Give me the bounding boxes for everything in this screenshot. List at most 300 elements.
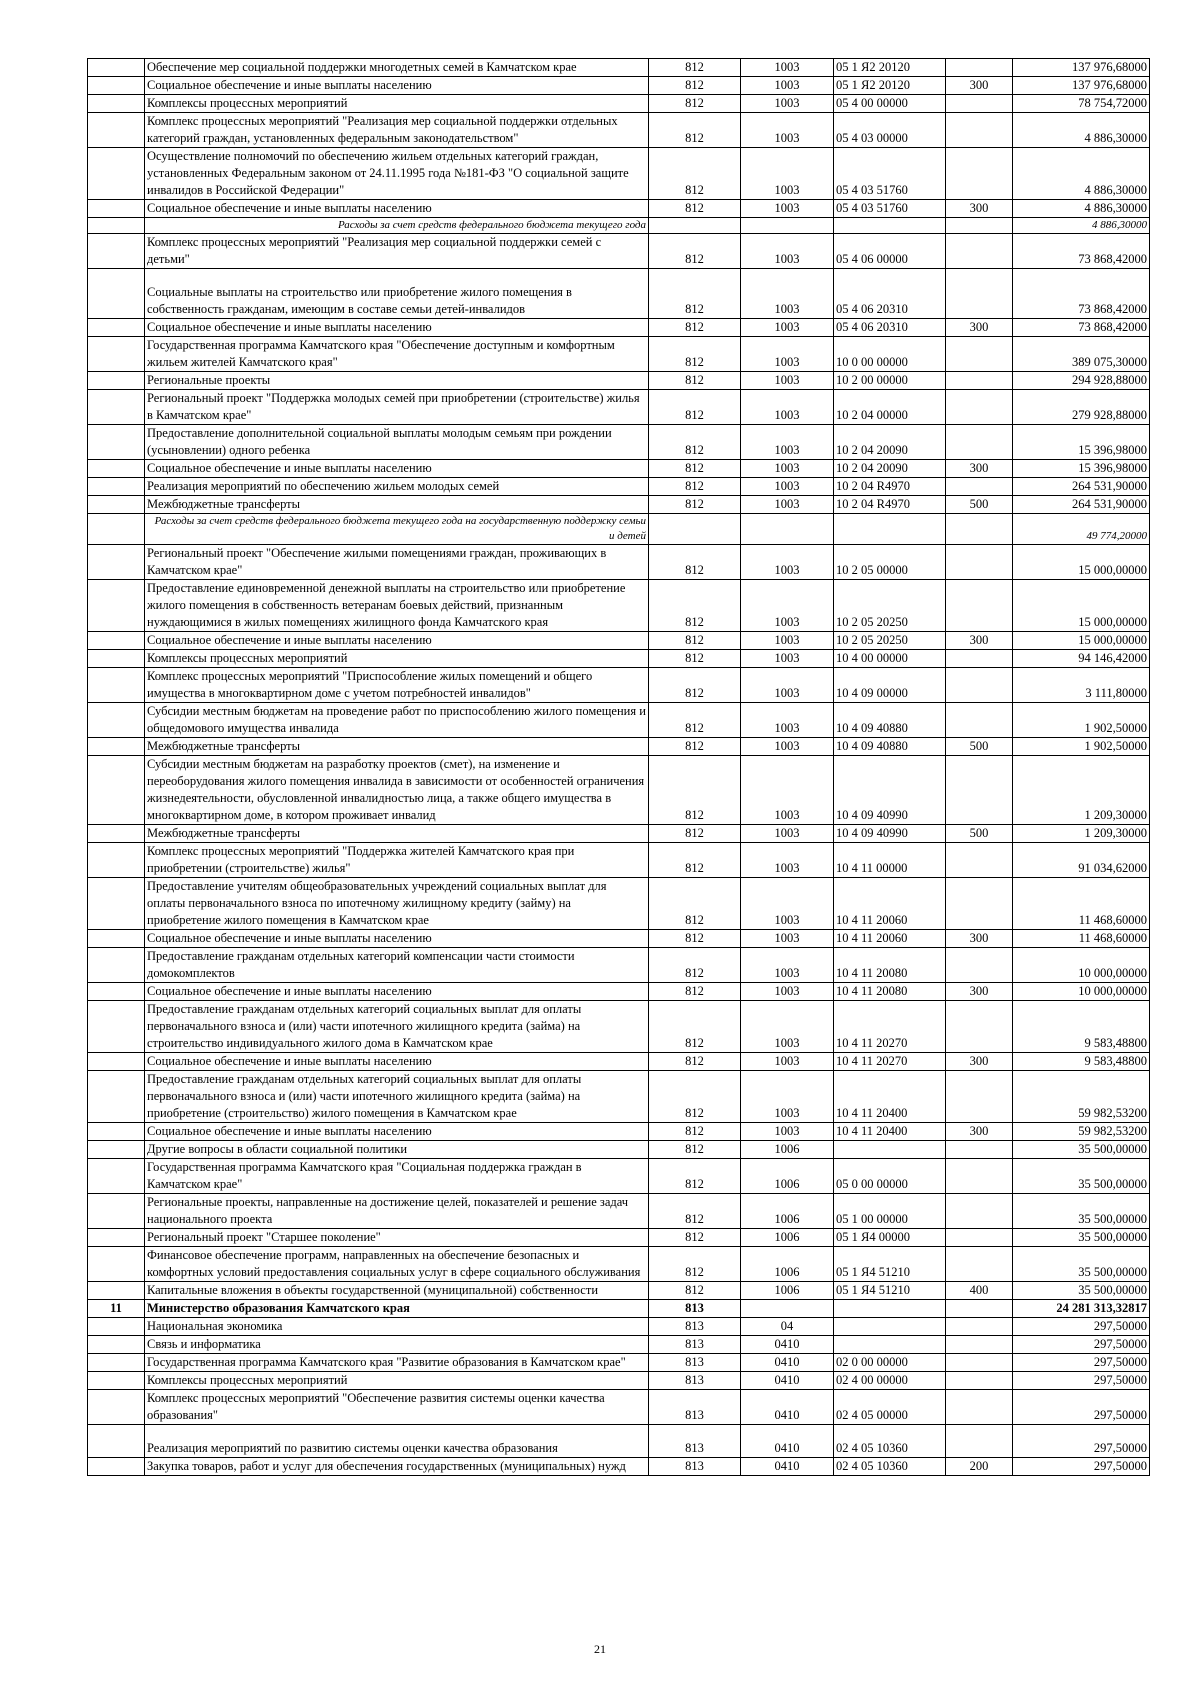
target-article-cell: 10 4 09 40880 — [834, 738, 946, 756]
amount-cell: 389 075,30000 — [1013, 337, 1150, 372]
expense-type-cell — [946, 478, 1013, 496]
amount-cell: 35 500,00000 — [1013, 1282, 1150, 1300]
page-number: 21 — [594, 1642, 606, 1656]
target-article-cell — [834, 1300, 946, 1318]
table-row — [88, 1194, 1150, 1229]
item-name-cell: Расходы за счет средств федерального бюджета текущего года на государственную поддержку семьи и детей — [145, 514, 649, 545]
table-row — [88, 1141, 1150, 1159]
expense-type-cell — [946, 1318, 1013, 1336]
amount-cell: 4 886,30000 — [1013, 218, 1150, 234]
ministry-code-cell: 812 — [649, 1141, 741, 1159]
table-row — [88, 319, 1150, 337]
amount-cell: 24 281 313,32817 — [1013, 1300, 1150, 1318]
target-article-cell: 05 1 Я4 51210 — [834, 1282, 946, 1300]
item-name-cell: Социальное обеспечение и иные выплаты населению — [145, 77, 649, 95]
table-row — [88, 1282, 1150, 1300]
section-code-cell: 0410 — [741, 1372, 834, 1390]
ministry-code-cell: 812 — [649, 77, 741, 95]
target-article-cell: 10 4 11 20080 — [834, 983, 946, 1001]
amount-cell: 3 111,80000 — [1013, 668, 1150, 703]
section-code-cell: 1003 — [741, 1001, 834, 1053]
target-article-cell: 05 1 Я2 20120 — [834, 77, 946, 95]
target-article-cell: 05 1 Я4 51210 — [834, 1247, 946, 1282]
section-code-cell: 1003 — [741, 95, 834, 113]
ministry-code-cell: 812 — [649, 756, 741, 825]
section-code-cell: 1003 — [741, 496, 834, 514]
item-name-cell: Комплексы процессных мероприятий — [145, 650, 649, 668]
ministry-code-cell: 812 — [649, 738, 741, 756]
ministry-code-cell: 812 — [649, 496, 741, 514]
section-code-cell: 1003 — [741, 1123, 834, 1141]
item-name-cell: Социальное обеспечение и иные выплаты населению — [145, 930, 649, 948]
row-number-cell — [88, 1425, 145, 1458]
item-name-cell: Связь и информатика — [145, 1336, 649, 1354]
target-article-cell: 10 0 00 00000 — [834, 337, 946, 372]
ministry-code-cell: 812 — [649, 200, 741, 218]
table-row — [88, 425, 1150, 460]
row-number-cell — [88, 948, 145, 983]
target-article-cell: 10 4 09 40880 — [834, 703, 946, 738]
expense-type-cell — [946, 703, 1013, 738]
expense-type-cell: 200 — [946, 1458, 1013, 1476]
row-number-cell — [88, 668, 145, 703]
table-row — [88, 148, 1150, 200]
item-name-cell: Капитальные вложения в объекты государственной (муниципальной) собственности — [145, 1282, 649, 1300]
item-name-cell: Субсидии местным бюджетам на проведение работ по приспособлению жилого помещения и общедомового имущества инвалида — [145, 703, 649, 738]
row-number-cell — [88, 1458, 145, 1476]
item-name-cell: Межбюджетные трансферты — [145, 825, 649, 843]
item-name-cell: Расходы за счет средств федерального бюджета текущего года — [145, 218, 649, 234]
expense-type-cell — [946, 269, 1013, 319]
section-code-cell: 1003 — [741, 148, 834, 200]
amount-cell: 4 886,30000 — [1013, 113, 1150, 148]
expense-type-cell — [946, 372, 1013, 390]
section-code-cell: 04 — [741, 1318, 834, 1336]
table-row — [88, 77, 1150, 95]
item-name-cell: Комплексы процессных мероприятий — [145, 1372, 649, 1390]
ministry-code-cell — [649, 218, 741, 234]
ministry-code-cell: 813 — [649, 1425, 741, 1458]
table-row — [88, 825, 1150, 843]
row-number-cell — [88, 496, 145, 514]
table-row — [88, 372, 1150, 390]
table-row — [88, 1247, 1150, 1282]
section-code-cell: 1003 — [741, 337, 834, 372]
section-code-cell: 1003 — [741, 269, 834, 319]
section-code-cell: 1006 — [741, 1229, 834, 1247]
section-code-cell — [741, 514, 834, 545]
table-row — [88, 460, 1150, 478]
table-row — [88, 1318, 1150, 1336]
table-row — [88, 218, 1150, 234]
item-name-cell: Региональный проект "Поддержка молодых семей при приобретении (строительстве) жилья в Камчатском крае" — [145, 390, 649, 425]
row-number-cell — [88, 1354, 145, 1372]
ministry-code-cell: 812 — [649, 1123, 741, 1141]
ministry-code-cell: 812 — [649, 390, 741, 425]
row-number-cell — [88, 703, 145, 738]
section-code-cell: 1003 — [741, 1053, 834, 1071]
section-code-cell: 0410 — [741, 1390, 834, 1425]
amount-cell: 137 976,68000 — [1013, 77, 1150, 95]
item-name-cell: Комплексы процессных мероприятий — [145, 95, 649, 113]
section-code-cell: 1003 — [741, 930, 834, 948]
expense-type-cell — [946, 878, 1013, 930]
ministry-code-cell: 812 — [649, 59, 741, 77]
row-number-cell — [88, 1229, 145, 1247]
ministry-code-cell: 812 — [649, 113, 741, 148]
target-article-cell: 10 2 04 00000 — [834, 390, 946, 425]
section-code-cell: 1003 — [741, 1071, 834, 1123]
target-article-cell: 02 4 05 00000 — [834, 1390, 946, 1425]
expense-type-cell — [946, 337, 1013, 372]
item-name-cell: Межбюджетные трансферты — [145, 738, 649, 756]
amount-cell: 1 902,50000 — [1013, 738, 1150, 756]
item-name-cell: Социальное обеспечение и иные выплаты населению — [145, 1053, 649, 1071]
target-article-cell: 05 0 00 00000 — [834, 1159, 946, 1194]
expense-type-cell — [946, 148, 1013, 200]
target-article-cell: 02 4 05 10360 — [834, 1425, 946, 1458]
section-code-cell: 1003 — [741, 825, 834, 843]
ministry-code-cell: 812 — [649, 269, 741, 319]
section-code-cell — [741, 1300, 834, 1318]
section-code-cell: 1003 — [741, 632, 834, 650]
section-code-cell: 1003 — [741, 738, 834, 756]
expense-type-cell — [946, 1354, 1013, 1372]
section-code-cell: 1003 — [741, 756, 834, 825]
row-number-cell — [88, 650, 145, 668]
section-code-cell: 1003 — [741, 113, 834, 148]
item-name-cell: Субсидии местным бюджетам на разработку проектов (смет), на изменение и переоборудования жилого помещения инвалида в зависимости от особенностей ограничения жизнедеятельности, обусловленной инвалидностью лица, а также общего имущества в многоквартирном доме, в котором проживает инвалид — [145, 756, 649, 825]
target-article-cell: 05 1 00 00000 — [834, 1194, 946, 1229]
target-article-cell: 05 4 03 51760 — [834, 200, 946, 218]
amount-cell: 1 902,50000 — [1013, 703, 1150, 738]
amount-cell: 9 583,48800 — [1013, 1053, 1150, 1071]
ministry-code-cell: 812 — [649, 632, 741, 650]
ministry-code-cell: 812 — [649, 478, 741, 496]
target-article-cell — [834, 1336, 946, 1354]
item-name-cell: Реализация мероприятий по обеспечению жильем молодых семей — [145, 478, 649, 496]
expense-type-cell: 300 — [946, 1053, 1013, 1071]
expense-type-cell — [946, 514, 1013, 545]
ministry-code-cell: 812 — [649, 148, 741, 200]
item-name-cell: Предоставление гражданам отдельных категорий социальных выплат для оплаты первоначального взноса и (или) части ипотечного жилищного кредита (займа) на приобретение (строительство) жилого помещения в Камчатском крае — [145, 1071, 649, 1123]
expense-type-cell — [946, 1071, 1013, 1123]
row-number-cell — [88, 1336, 145, 1354]
target-article-cell: 10 4 09 40990 — [834, 825, 946, 843]
section-code-cell: 1003 — [741, 425, 834, 460]
expense-type-cell — [946, 425, 1013, 460]
row-number-cell — [88, 1390, 145, 1425]
row-number-cell — [88, 1071, 145, 1123]
amount-cell: 73 868,42000 — [1013, 269, 1150, 319]
ministry-code-cell: 812 — [649, 337, 741, 372]
table-row — [88, 703, 1150, 738]
row-number-cell — [88, 95, 145, 113]
section-code-cell: 0410 — [741, 1354, 834, 1372]
row-number-cell — [88, 1194, 145, 1229]
item-name-cell: Комплекс процессных мероприятий "Реализация мер социальной поддержки отдельных категорий граждан, установленных федеральным законодательством" — [145, 113, 649, 148]
expense-type-cell — [946, 580, 1013, 632]
ministry-code-cell: 812 — [649, 95, 741, 113]
item-name-cell: Комплекс процессных мероприятий "Приспособление жилых помещений и общего имущества в многоквартирном доме с учетом потребностей инвалидов" — [145, 668, 649, 703]
item-name-cell: Социальное обеспечение и иные выплаты населению — [145, 1123, 649, 1141]
amount-cell: 10 000,00000 — [1013, 983, 1150, 1001]
item-name-cell: Другие вопросы в области социальной политики — [145, 1141, 649, 1159]
amount-cell: 297,50000 — [1013, 1425, 1150, 1458]
table-row — [88, 1001, 1150, 1053]
table-row — [88, 1229, 1150, 1247]
expense-type-cell: 500 — [946, 825, 1013, 843]
item-name-cell: Социальное обеспечение и иные выплаты населению — [145, 460, 649, 478]
target-article-cell — [834, 1141, 946, 1159]
item-name-cell: Социальное обеспечение и иные выплаты населению — [145, 200, 649, 218]
section-code-cell: 1003 — [741, 478, 834, 496]
item-name-cell: Региональные проекты, направленные на достижение целей, показателей и решение задач национального проекта — [145, 1194, 649, 1229]
target-article-cell: 10 4 09 00000 — [834, 668, 946, 703]
table-row — [88, 756, 1150, 825]
ministry-code-cell: 812 — [649, 668, 741, 703]
expense-type-cell — [946, 1159, 1013, 1194]
amount-cell: 297,50000 — [1013, 1318, 1150, 1336]
expense-type-cell — [946, 948, 1013, 983]
section-code-cell: 1003 — [741, 983, 834, 1001]
amount-cell: 35 500,00000 — [1013, 1247, 1150, 1282]
ministry-code-cell: 813 — [649, 1336, 741, 1354]
expense-type-cell: 300 — [946, 460, 1013, 478]
table-row — [88, 1159, 1150, 1194]
expense-type-cell — [946, 95, 1013, 113]
amount-cell: 15 396,98000 — [1013, 460, 1150, 478]
section-code-cell: 1003 — [741, 372, 834, 390]
expense-type-cell — [946, 1247, 1013, 1282]
ministry-code-cell: 812 — [649, 1053, 741, 1071]
row-number-cell — [88, 1247, 145, 1282]
expense-type-cell — [946, 113, 1013, 148]
target-article-cell: 10 4 11 20400 — [834, 1123, 946, 1141]
table-row — [88, 234, 1150, 269]
amount-cell: 9 583,48800 — [1013, 1001, 1150, 1053]
table-row — [88, 514, 1150, 545]
target-article-cell: 10 4 11 20060 — [834, 930, 946, 948]
section-code-cell: 1003 — [741, 650, 834, 668]
row-number-cell — [88, 319, 145, 337]
expense-type-cell — [946, 1300, 1013, 1318]
expense-type-cell: 300 — [946, 983, 1013, 1001]
item-name-cell: Министерство образования Камчатского края — [145, 1300, 649, 1318]
target-article-cell: 10 2 05 00000 — [834, 545, 946, 580]
item-name-cell: Предоставление гражданам отдельных категорий социальных выплат для оплаты первоначального взноса и (или) части ипотечного жилищного кредита (займа) на строительство индивидуального жилого дома в Камчатском крае — [145, 1001, 649, 1053]
table-row — [88, 390, 1150, 425]
row-number-cell — [88, 200, 145, 218]
row-number-cell — [88, 1372, 145, 1390]
item-name-cell: Региональный проект "Старшее поколение" — [145, 1229, 649, 1247]
table-row — [88, 632, 1150, 650]
section-code-cell: 1003 — [741, 545, 834, 580]
section-code-cell: 1003 — [741, 668, 834, 703]
amount-cell: 73 868,42000 — [1013, 234, 1150, 269]
table-row — [88, 843, 1150, 878]
row-number-cell — [88, 390, 145, 425]
table-row — [88, 738, 1150, 756]
row-number-cell — [88, 514, 145, 545]
expense-type-cell: 300 — [946, 1123, 1013, 1141]
ministry-code-cell: 812 — [649, 234, 741, 269]
table-row — [88, 1123, 1150, 1141]
section-code-cell: 1006 — [741, 1141, 834, 1159]
table-row — [88, 650, 1150, 668]
ministry-code-cell: 813 — [649, 1390, 741, 1425]
item-name-cell: Предоставление единовременной денежной выплаты на строительство или приобретение жилого помещения в собственность ветеранам боевых действий, признанным нуждающимися в жилых помещениях жилищного фонда Камчатского края — [145, 580, 649, 632]
ministry-code-cell: 812 — [649, 1282, 741, 1300]
expense-type-cell — [946, 218, 1013, 234]
amount-cell: 279 928,88000 — [1013, 390, 1150, 425]
ministry-code-cell: 813 — [649, 1372, 741, 1390]
target-article-cell: 10 2 00 00000 — [834, 372, 946, 390]
target-article-cell: 10 4 11 20270 — [834, 1001, 946, 1053]
row-number-cell — [88, 372, 145, 390]
budget-table-body — [88, 59, 1150, 1476]
target-article-cell: 10 2 04 R4970 — [834, 496, 946, 514]
amount-cell: 264 531,90000 — [1013, 496, 1150, 514]
row-number-cell — [88, 425, 145, 460]
table-row — [88, 545, 1150, 580]
target-article-cell: 10 2 04 R4970 — [834, 478, 946, 496]
row-number-cell — [88, 1141, 145, 1159]
table-row — [88, 1425, 1150, 1458]
expense-type-cell — [946, 756, 1013, 825]
row-number-cell — [88, 77, 145, 95]
section-code-cell: 1006 — [741, 1159, 834, 1194]
amount-cell: 1 209,30000 — [1013, 825, 1150, 843]
amount-cell: 264 531,90000 — [1013, 478, 1150, 496]
target-article-cell: 10 4 11 20270 — [834, 1053, 946, 1071]
amount-cell: 35 500,00000 — [1013, 1194, 1150, 1229]
amount-cell: 297,50000 — [1013, 1372, 1150, 1390]
row-number-cell — [88, 983, 145, 1001]
section-code-cell — [741, 218, 834, 234]
table-row — [88, 113, 1150, 148]
ministry-code-cell — [649, 514, 741, 545]
target-article-cell: 10 4 11 00000 — [834, 843, 946, 878]
ministry-code-cell: 813 — [649, 1458, 741, 1476]
expense-type-cell — [946, 668, 1013, 703]
table-row — [88, 200, 1150, 218]
amount-cell: 78 754,72000 — [1013, 95, 1150, 113]
expense-type-cell: 300 — [946, 77, 1013, 95]
row-number-cell — [88, 825, 145, 843]
item-name-cell: Предоставление учителям общеобразовательных учреждений социальных выплат для оплаты первоначального взноса по ипотечному жилищному кредиту (займу) на приобретение жилого помещения в Камчатском крае — [145, 878, 649, 930]
amount-cell: 10 000,00000 — [1013, 948, 1150, 983]
row-number-cell — [88, 148, 145, 200]
amount-cell: 11 468,60000 — [1013, 930, 1150, 948]
target-article-cell: 05 4 06 20310 — [834, 319, 946, 337]
expense-type-cell — [946, 59, 1013, 77]
item-name-cell: Социальное обеспечение и иные выплаты населению — [145, 632, 649, 650]
row-number-cell — [88, 1159, 145, 1194]
row-number-cell — [88, 1123, 145, 1141]
budget-table — [87, 58, 1150, 1476]
ministry-code-cell: 813 — [649, 1354, 741, 1372]
row-number-cell — [88, 738, 145, 756]
section-code-cell: 1003 — [741, 580, 834, 632]
ministry-code-cell: 812 — [649, 650, 741, 668]
section-code-cell: 1006 — [741, 1194, 834, 1229]
row-number-cell: 11 — [88, 1300, 145, 1318]
section-code-cell: 1003 — [741, 948, 834, 983]
ministry-code-cell: 812 — [649, 843, 741, 878]
target-article-cell: 10 2 05 20250 — [834, 580, 946, 632]
amount-cell: 4 886,30000 — [1013, 148, 1150, 200]
item-name-cell: Государственная программа Камчатского края "Обеспечение доступным и комфортным жильем жителей Камчатского края" — [145, 337, 649, 372]
expense-type-cell — [946, 1229, 1013, 1247]
row-number-cell — [88, 756, 145, 825]
amount-cell: 15 000,00000 — [1013, 545, 1150, 580]
item-name-cell: Финансовое обеспечение программ, направленных на обеспечение безопасных и комфортных условий предоставления социальных услуг в сфере социального обслуживания — [145, 1247, 649, 1282]
ministry-code-cell: 812 — [649, 580, 741, 632]
amount-cell: 11 468,60000 — [1013, 878, 1150, 930]
amount-cell: 91 034,62000 — [1013, 843, 1150, 878]
table-row — [88, 496, 1150, 514]
row-number-cell — [88, 460, 145, 478]
target-article-cell: 10 4 09 40990 — [834, 756, 946, 825]
target-article-cell — [834, 1318, 946, 1336]
item-name-cell: Национальная экономика — [145, 1318, 649, 1336]
target-article-cell — [834, 218, 946, 234]
ministry-code-cell: 812 — [649, 1159, 741, 1194]
section-code-cell: 1003 — [741, 234, 834, 269]
table-row — [88, 337, 1150, 372]
ministry-code-cell: 813 — [649, 1318, 741, 1336]
expense-type-cell — [946, 545, 1013, 580]
ministry-code-cell: 812 — [649, 948, 741, 983]
target-article-cell: 02 4 05 10360 — [834, 1458, 946, 1476]
amount-cell: 59 982,53200 — [1013, 1123, 1150, 1141]
item-name-cell: Комплекс процессных мероприятий "Поддержка жителей Камчатского края при приобретении (строительстве) жилья" — [145, 843, 649, 878]
row-number-cell — [88, 878, 145, 930]
ministry-code-cell: 813 — [649, 1300, 741, 1318]
table-row — [88, 59, 1150, 77]
ministry-code-cell: 812 — [649, 825, 741, 843]
item-name-cell: Межбюджетные трансферты — [145, 496, 649, 514]
expense-type-cell — [946, 1425, 1013, 1458]
target-article-cell: 10 4 11 20060 — [834, 878, 946, 930]
section-code-cell: 0410 — [741, 1425, 834, 1458]
ministry-code-cell: 812 — [649, 372, 741, 390]
item-name-cell: Государственная программа Камчатского края "Социальная поддержка граждан в Камчатском крае" — [145, 1159, 649, 1194]
ministry-code-cell: 812 — [649, 1247, 741, 1282]
ministry-code-cell: 812 — [649, 1229, 741, 1247]
amount-cell: 15 000,00000 — [1013, 632, 1150, 650]
target-article-cell: 10 2 04 20090 — [834, 425, 946, 460]
expense-type-cell: 300 — [946, 930, 1013, 948]
target-article-cell: 05 1 Я4 00000 — [834, 1229, 946, 1247]
amount-cell: 35 500,00000 — [1013, 1229, 1150, 1247]
ministry-code-cell: 812 — [649, 1001, 741, 1053]
target-article-cell: 10 2 05 20250 — [834, 632, 946, 650]
expense-type-cell — [946, 650, 1013, 668]
expense-type-cell: 500 — [946, 496, 1013, 514]
expense-type-cell — [946, 843, 1013, 878]
target-article-cell: 02 0 00 00000 — [834, 1354, 946, 1372]
expense-type-cell: 300 — [946, 632, 1013, 650]
amount-cell: 59 982,53200 — [1013, 1071, 1150, 1123]
amount-cell: 35 500,00000 — [1013, 1141, 1150, 1159]
table-row — [88, 878, 1150, 930]
item-name-cell: Предоставление гражданам отдельных категорий компенсации части стоимости домокомплектов — [145, 948, 649, 983]
section-code-cell: 0410 — [741, 1336, 834, 1354]
expense-type-cell — [946, 1001, 1013, 1053]
amount-cell: 15 000,00000 — [1013, 580, 1150, 632]
